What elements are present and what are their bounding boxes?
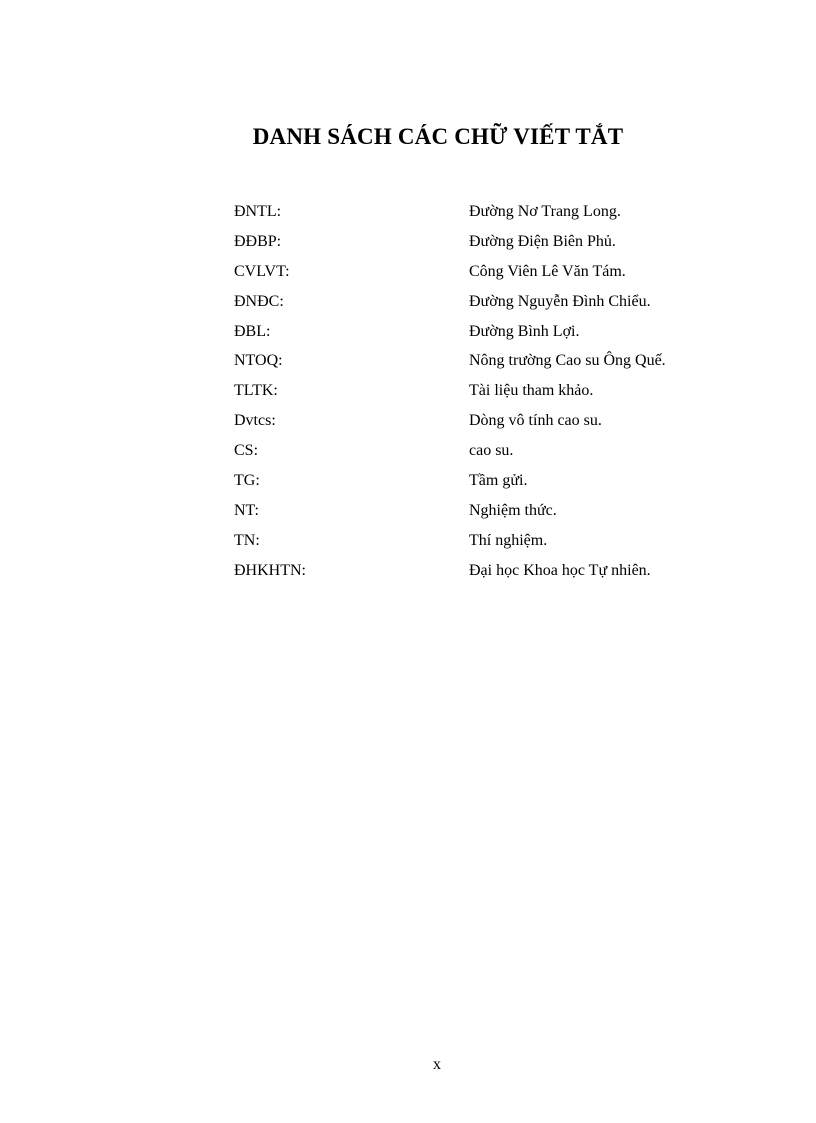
- list-item: [234, 287, 754, 317]
- abbreviation-term: CVLVT:: [234, 262, 290, 280]
- abbreviation-definition: Thí nghiệm.: [469, 531, 548, 549]
- abbreviation-term: TLTK:: [234, 382, 278, 400]
- abbreviation-term: ĐNĐC:: [234, 292, 284, 310]
- list-item: [234, 496, 754, 526]
- list-item: [234, 466, 754, 496]
- abbreviation-term: ĐNTL:: [234, 202, 282, 220]
- list-item: [234, 197, 754, 227]
- list-item: [234, 346, 754, 376]
- abbreviation-definition: Đường Bình Lợi.: [469, 322, 580, 340]
- list-item: [234, 257, 754, 287]
- abbreviation-definition: Tầm gửi.: [469, 471, 528, 489]
- list-item: [234, 317, 754, 347]
- abbreviation-definition: Tài liệu tham khảo.: [469, 382, 594, 400]
- abbreviation-definition: Đường Nguyễn Đình Chiểu.: [469, 292, 651, 310]
- abbreviation-definition: Công Viên Lê Văn Tám.: [469, 262, 626, 280]
- abbreviation-list: [234, 197, 754, 586]
- abbreviation-definition: Đường Nơ Trang Long.: [469, 202, 621, 220]
- abbreviation-term: NT:: [234, 501, 259, 519]
- abbreviation-term: CS:: [234, 442, 259, 460]
- abbreviation-definition: Dòng vô tính cao su.: [469, 412, 602, 430]
- list-item: [234, 406, 754, 436]
- abbreviation-term: TG:: [234, 471, 260, 489]
- page-title: DANH SÁCH CÁC CHỮ VIẾT TẮT: [252, 124, 624, 149]
- abbreviation-term: ĐHKHTN:: [234, 561, 306, 579]
- abbreviation-term: Dvtcs:: [234, 412, 276, 430]
- list-item: [234, 227, 754, 257]
- list-item: [234, 376, 754, 406]
- abbreviation-definition: Nghiệm thức.: [469, 501, 557, 519]
- abbreviation-term: ĐBL:: [234, 322, 271, 340]
- abbreviation-definition: Đường Điện Biên Phủ.: [469, 232, 616, 250]
- abbreviation-term: TN:: [234, 531, 260, 549]
- list-item: [234, 556, 754, 586]
- list-item: [234, 526, 754, 556]
- abbreviation-definition: Đại học Khoa học Tự nhiên.: [469, 561, 651, 579]
- page-number: x: [433, 1056, 441, 1073]
- abbreviation-definition: Nông trường Cao su Ông Quế.: [469, 352, 666, 370]
- list-item: [234, 436, 754, 466]
- abbreviation-term: NTOQ:: [234, 352, 283, 370]
- abbreviation-definition: cao su.: [469, 442, 514, 460]
- abbreviation-term: ĐĐBP:: [234, 232, 282, 250]
